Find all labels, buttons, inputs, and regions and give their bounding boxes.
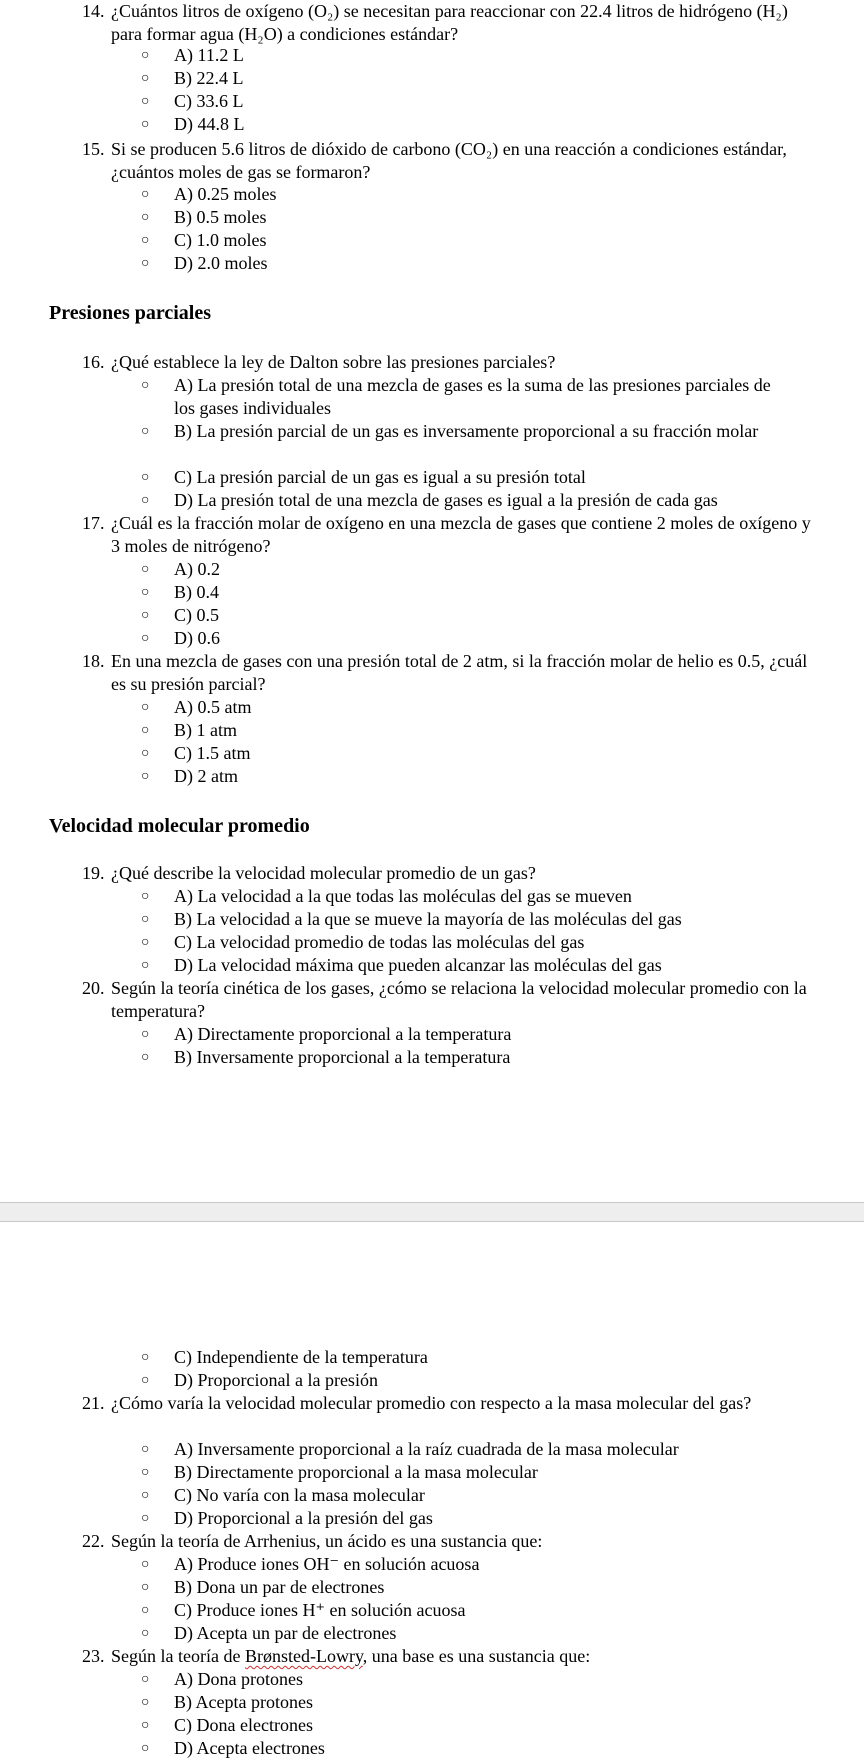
- bullet-icon: ○: [141, 889, 150, 904]
- option-21b: ○ B) Directamente proporcional a la masa molecular: [141, 1462, 538, 1482]
- option-19b: ○ B) La velocidad a la que se mueve la mayoría de las moléculas del gas: [141, 909, 682, 929]
- question-number: 23.: [82, 1646, 105, 1666]
- option-23b: ○ B) Acepta protones: [141, 1692, 313, 1712]
- question-22: [82, 1530, 822, 1553]
- question-text: En una mezcla de gases con una presión total de 2 atm, si la fracción molar de helio es 0.5, ¿cuál es su presión parcial?: [111, 651, 808, 694]
- option-15d: ○ D) 2.0 moles: [141, 253, 268, 273]
- option-17c: ○ C) 0.5: [141, 605, 219, 625]
- option-19a: ○ A) La velocidad a la que todas las moléculas del gas se mueven: [141, 886, 632, 906]
- option-20a: ○ A) Directamente proporcional a la temperatura: [141, 1024, 512, 1044]
- bullet-icon: ○: [141, 769, 150, 784]
- option-21a: ○ A) Inversamente proporcional a la raíz cuadrada de la masa molecular: [141, 1439, 679, 1459]
- question-text: ¿Cuántos litros de oxígeno (O₂) se necesitan para reaccionar con 22.4 litros de hidrógeno (H₂) para formar agua (H₂O) a condiciones estándar?: [111, 1, 788, 44]
- question-number: 17.: [82, 513, 105, 533]
- bullet-icon: ○: [141, 1511, 150, 1526]
- bullet-icon: ○: [141, 210, 150, 225]
- bullet-icon: ○: [141, 1718, 150, 1733]
- bullet-icon: ○: [141, 912, 150, 927]
- bullet-icon: ○: [141, 1488, 150, 1503]
- option-14a: ○ A) 11.2 L: [141, 45, 244, 65]
- bullet-icon: ○: [141, 1741, 150, 1756]
- bullet-icon: ○: [141, 256, 150, 271]
- option-18d: ○ D) 2 atm: [141, 766, 238, 786]
- option-20c: ○ C) Independiente de la temperatura: [141, 1347, 428, 1367]
- bullet-icon: ○: [141, 1603, 150, 1618]
- bullet-icon: ○: [141, 1695, 150, 1710]
- question-number: 16.: [82, 352, 105, 372]
- bullet-icon: ○: [141, 94, 150, 109]
- bullet-icon: ○: [141, 1626, 150, 1641]
- option-21d: ○ D) Proporcional a la presión del gas: [141, 1508, 433, 1528]
- question-number: 19.: [82, 863, 105, 883]
- bullet-icon: ○: [141, 424, 150, 439]
- bullet-icon: ○: [141, 1373, 150, 1388]
- question-number: 14.: [82, 1, 105, 21]
- option-19d: ○ D) La velocidad máxima que pueden alcanzar las moléculas del gas: [141, 955, 662, 975]
- question-number: 21.: [82, 1393, 105, 1413]
- bullet-icon: ○: [141, 378, 150, 393]
- bullet-icon: ○: [141, 1557, 150, 1572]
- bullet-icon: ○: [141, 117, 150, 132]
- option-18b: ○ B) 1 atm: [141, 720, 237, 740]
- bullet-icon: ○: [141, 1050, 150, 1065]
- question-15: [82, 138, 822, 184]
- bullet-icon: ○: [141, 562, 150, 577]
- question-20: [82, 977, 822, 1023]
- bullet-icon: ○: [141, 1442, 150, 1457]
- bullet-icon: ○: [141, 493, 150, 508]
- bullet-icon: ○: [141, 958, 150, 973]
- section-heading-velocidad-molecular: Velocidad molecular promedio: [49, 815, 310, 837]
- bullet-icon: ○: [141, 608, 150, 623]
- bullet-icon: ○: [141, 585, 150, 600]
- option-16c: ○ C) La presión parcial de un gas es igual a su presión total: [141, 467, 586, 487]
- option-22d: ○ D) Acepta un par de electrones: [141, 1623, 397, 1643]
- bullet-icon: ○: [141, 470, 150, 485]
- bullet-icon: ○: [141, 187, 150, 202]
- option-22b: ○ B) Dona un par de electrones: [141, 1577, 385, 1597]
- question-number: 22.: [82, 1531, 105, 1551]
- option-23c: ○ C) Dona electrones: [141, 1715, 313, 1735]
- section-heading-presiones-parciales: Presiones parciales: [49, 302, 212, 324]
- option-23d: ○ D) Acepta electrones: [141, 1738, 325, 1758]
- bullet-icon: ○: [141, 71, 150, 86]
- option-17a: ○ A) 0.2: [141, 559, 220, 579]
- option-14d: ○ D) 44.8 L: [141, 114, 245, 134]
- option-15c: ○ C) 1.0 moles: [141, 230, 267, 250]
- option-22c: ○ C) Produce iones H⁺ en solución acuosa: [141, 1600, 466, 1620]
- question-text: ¿Cuál es la fracción molar de oxígeno en una mezcla de gases que contiene 2 moles de oxígeno y 3 moles de nitrógeno?: [111, 513, 811, 556]
- question-text: Según la teoría cinética de los gases, ¿cómo se relaciona la velocidad molecular promedio con la temperatura?: [111, 978, 807, 1021]
- bullet-icon: ○: [141, 631, 150, 646]
- question-18: [82, 650, 822, 696]
- question-16: [82, 351, 822, 374]
- option-15b: ○ B) 0.5 moles: [141, 207, 267, 227]
- option-20d: ○ D) Proporcional a la presión: [141, 1370, 378, 1390]
- bullet-icon: ○: [141, 1672, 150, 1687]
- bullet-icon: ○: [141, 1027, 150, 1042]
- question-text: ¿Qué describe la velocidad molecular promedio de un gas?: [111, 863, 536, 883]
- bullet-icon: ○: [141, 1580, 150, 1595]
- question-21: [82, 1392, 822, 1415]
- question-number: 15.: [82, 139, 105, 159]
- option-17d: ○ D) 0.6: [141, 628, 220, 648]
- bullet-icon: ○: [141, 233, 150, 248]
- question-text: Según la teoría de Arrhenius, un ácido es una sustancia que:: [111, 1531, 543, 1551]
- question-number: 20.: [82, 978, 105, 998]
- option-19c: ○ C) La velocidad promedio de todas las moléculas del gas: [141, 932, 585, 952]
- bullet-icon: ○: [141, 1350, 150, 1365]
- bullet-icon: ○: [141, 700, 150, 715]
- question-text: ¿Cómo varía la velocidad molecular promedio con respecto a la masa molecular del gas?: [111, 1393, 752, 1413]
- option-16a: ○ A) La presión total de una mezcla de gases es la suma de las presiones parciales de los gases individuales: [141, 375, 771, 418]
- option-16b: ○ B) La presión parcial de un gas es inversamente proporcional a su fracción molar: [141, 421, 759, 441]
- bullet-icon: ○: [141, 935, 150, 950]
- bullet-icon: ○: [141, 1465, 150, 1480]
- option-18a: ○ A) 0.5 atm: [141, 697, 252, 717]
- question-23: [82, 1645, 822, 1668]
- misspelled-word[interactable]: Brønsted-Lowry: [244, 1646, 363, 1666]
- question-14: [82, 0, 822, 46]
- option-18c: ○ C) 1.5 atm: [141, 743, 251, 763]
- option-20b: ○ B) Inversamente proporcional a la temperatura: [141, 1047, 511, 1067]
- option-15a: ○ A) 0.25 moles: [141, 184, 277, 204]
- bullet-icon: ○: [141, 746, 150, 761]
- question-text: Si se producen 5.6 litros de dióxido de carbono (CO₂) en una reacción a condiciones estándar, ¿cuántos moles de gas se formaron?: [111, 139, 787, 182]
- bullet-icon: ○: [141, 48, 150, 63]
- option-17b: ○ B) 0.4: [141, 582, 219, 602]
- option-21c: ○ C) No varía con la masa molecular: [141, 1485, 425, 1505]
- document-page-2: [0, 1222, 864, 1760]
- option-14c: ○ C) 33.6 L: [141, 91, 244, 111]
- option-16d: ○ D) La presión total de una mezcla de gases es igual a la presión de cada gas: [141, 490, 718, 510]
- page-break-gap: [0, 1202, 864, 1222]
- bullet-icon: ○: [141, 723, 150, 738]
- question-text: ¿Qué establece la ley de Dalton sobre las presiones parciales?: [111, 352, 556, 372]
- option-14b: ○ B) 22.4 L: [141, 68, 244, 88]
- question-number: 18.: [82, 651, 105, 671]
- option-23a: ○ A) Dona protones: [141, 1669, 303, 1689]
- question-text: Según la teoría de Brønsted-Lowry, una base es una sustancia que:: [111, 1646, 591, 1666]
- option-22a: ○ A) Produce iones OH⁻ en solución acuosa: [141, 1554, 480, 1574]
- question-19: [82, 862, 822, 885]
- question-17: [82, 512, 822, 558]
